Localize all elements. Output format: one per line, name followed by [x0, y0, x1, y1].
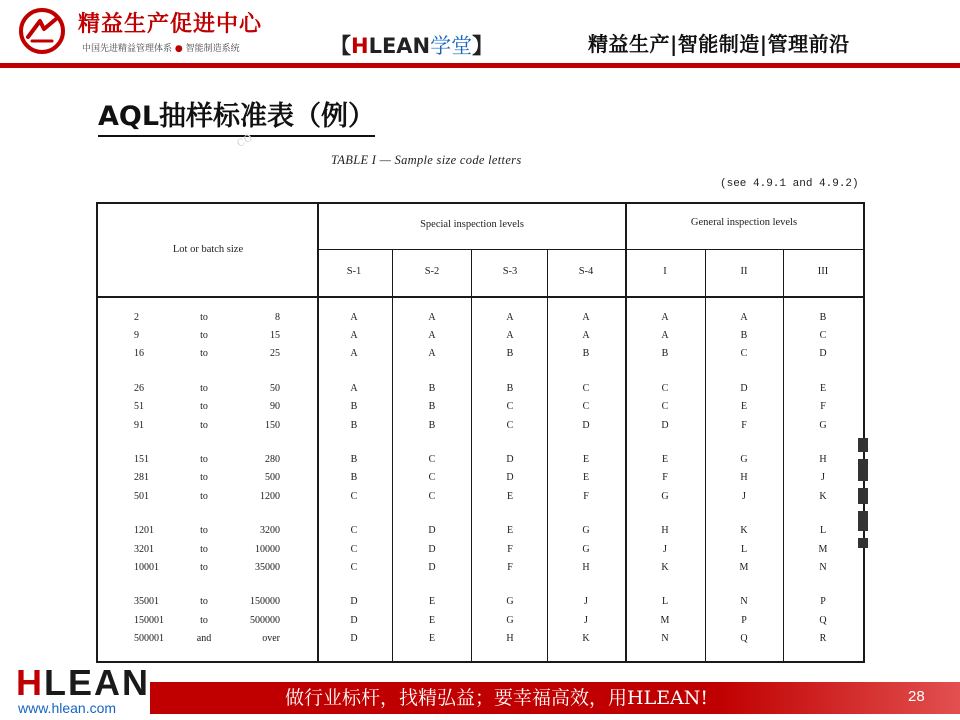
- code-letter-cell: G: [740, 454, 748, 466]
- sample-size-code-table: [96, 202, 865, 663]
- lot-size-to: 10000: [255, 543, 280, 555]
- code-letter-cell: A: [661, 312, 669, 323]
- level-column-header: S-4: [578, 266, 594, 277]
- lot-size-to: 1200: [260, 490, 280, 502]
- code-letter-cell: A: [428, 330, 436, 342]
- code-letter-cell: B: [582, 348, 590, 360]
- lot-size-from: 281: [134, 472, 149, 484]
- code-letter-cell: A: [582, 312, 590, 323]
- slide-header: [0, 0, 960, 70]
- logo-subtitle-dot-icon: ●: [174, 44, 183, 54]
- code-letter-cell: D: [428, 525, 436, 537]
- general-levels-header: General inspection levels: [690, 217, 798, 228]
- column-divider: [317, 202, 319, 663]
- code-letter-cell: J: [584, 614, 588, 626]
- brand-name: [330, 30, 493, 60]
- code-letter-cell: C: [506, 401, 514, 413]
- brand-h: H: [351, 34, 369, 58]
- code-letter-cell: D: [506, 454, 514, 466]
- code-letter-cell: E: [506, 490, 514, 502]
- lot-size-to: 50: [270, 383, 280, 395]
- code-letter-cell: L: [819, 525, 827, 537]
- code-letter-cell: B: [350, 401, 358, 413]
- code-letter-cell: M: [818, 543, 828, 555]
- code-letter-cell: D: [350, 596, 358, 608]
- code-letter-cell: G: [661, 490, 669, 502]
- code-letter-cell: J: [742, 490, 746, 502]
- lot-size-separator: to: [200, 348, 208, 360]
- code-letter-cell: A: [506, 312, 514, 323]
- code-letter-cell: D: [350, 632, 358, 644]
- code-letter-cell: B: [428, 419, 436, 431]
- brand-bracket-open: 【: [330, 34, 351, 58]
- code-letter-cell: F: [741, 419, 747, 431]
- header-tagline: 精益生产|智能制造|管理前沿: [588, 32, 850, 56]
- lot-size-to: 35000: [255, 561, 280, 573]
- code-letter-cell: G: [506, 614, 514, 626]
- lot-size-to: over: [262, 632, 280, 644]
- special-levels-header: Special inspection levels: [420, 219, 524, 230]
- code-letter-cell: K: [661, 561, 669, 573]
- lot-size-separator: to: [200, 614, 208, 626]
- code-letter-cell: F: [583, 490, 589, 502]
- table-reference: (see 4.9.1 and 4.9.2): [720, 178, 859, 190]
- code-letter-cell: F: [507, 561, 513, 573]
- lot-size-to: 15: [270, 330, 280, 342]
- code-letter-cell: A: [350, 348, 358, 360]
- code-letter-cell: D: [582, 419, 590, 431]
- code-letter-cell: C: [582, 401, 590, 413]
- lot-size-to: 90: [270, 401, 280, 413]
- code-letter-cell: B: [819, 312, 827, 323]
- lot-size-separator: to: [200, 454, 208, 466]
- code-letter-cell: E: [582, 472, 590, 484]
- code-letter-cell: D: [428, 543, 436, 555]
- lot-size-from: 9: [134, 330, 139, 342]
- code-letter-cell: B: [740, 330, 748, 342]
- code-letter-cell: C: [661, 383, 669, 395]
- code-letter-cell: K: [740, 525, 748, 537]
- code-letter-cell: A: [428, 348, 436, 360]
- code-letter-cell: D: [661, 419, 669, 431]
- column-divider: [705, 249, 706, 663]
- code-letter-cell: R: [819, 632, 827, 644]
- brand-cn: 学堂: [430, 34, 473, 58]
- code-letter-cell: B: [428, 383, 436, 395]
- table-border-left: [96, 202, 98, 663]
- code-letter-cell: B: [506, 383, 514, 395]
- table-border-right: [863, 202, 865, 663]
- code-letter-cell: D: [819, 348, 827, 360]
- code-letter-cell: G: [819, 419, 827, 431]
- brand-bracket-close: 】: [472, 34, 494, 58]
- lot-size-to: 280: [265, 454, 280, 466]
- code-letter-cell: C: [582, 383, 590, 395]
- lot-size-separator: to: [200, 561, 208, 573]
- brand-lean: LEAN: [368, 34, 431, 58]
- code-letter-cell: B: [350, 419, 358, 431]
- header-divider-bottom: [96, 296, 865, 298]
- code-letter-cell: G: [582, 543, 590, 555]
- footer-logo-h: H: [16, 662, 44, 703]
- code-letter-cell: H: [740, 472, 748, 484]
- lot-size-from: 51: [134, 401, 144, 413]
- code-letter-cell: C: [428, 472, 436, 484]
- code-letter-cell: A: [350, 312, 358, 323]
- logo-title: 精益生产促进中心: [78, 12, 263, 37]
- column-divider: [471, 249, 472, 663]
- lot-size-header: Lot or batch size: [172, 244, 244, 255]
- code-letter-cell: Q: [819, 614, 827, 626]
- lot-size-from: 35001: [134, 596, 159, 608]
- code-letter-cell: D: [506, 472, 514, 484]
- code-letter-cell: F: [507, 543, 513, 555]
- code-letter-cell: C: [506, 419, 514, 431]
- code-letter-cell: M: [660, 614, 670, 626]
- code-letter-cell: K: [819, 490, 827, 502]
- code-letter-cell: C: [350, 525, 358, 537]
- scan-edge-fragment: [856, 438, 870, 556]
- footer-url-link[interactable]: www.hlean.com: [18, 700, 117, 716]
- lot-size-separator: and: [196, 632, 212, 644]
- code-letter-cell: C: [661, 401, 669, 413]
- footer-logo: [16, 664, 150, 702]
- code-letter-cell: A: [740, 312, 748, 323]
- lot-size-from: 501: [134, 490, 149, 502]
- lot-size-separator: to: [200, 383, 208, 395]
- code-letter-cell: E: [740, 401, 748, 413]
- lot-size-separator: to: [200, 330, 208, 342]
- lot-size-from: 151: [134, 454, 149, 466]
- code-letter-cell: F: [820, 401, 826, 413]
- code-letter-cell: L: [740, 543, 748, 555]
- code-letter-cell: A: [350, 383, 358, 395]
- lot-size-separator: to: [200, 419, 208, 431]
- code-letter-cell: C: [740, 348, 748, 360]
- code-letter-cell: C: [350, 490, 358, 502]
- code-letter-cell: E: [428, 632, 436, 644]
- lot-size-to: 500000: [250, 614, 280, 626]
- code-letter-cell: B: [506, 348, 514, 360]
- lot-size-from: 2: [134, 312, 139, 323]
- column-divider: [625, 202, 627, 663]
- code-letter-cell: N: [819, 561, 827, 573]
- code-letter-cell: E: [582, 454, 590, 466]
- lot-size-separator: to: [200, 525, 208, 537]
- level-column-header: S-1: [346, 266, 362, 277]
- level-column-header: I: [663, 266, 667, 277]
- lot-size-from: 26: [134, 383, 144, 395]
- header-divider: [0, 63, 960, 68]
- code-letter-cell: M: [739, 561, 749, 573]
- lot-size-to: 25: [270, 348, 280, 360]
- code-letter-cell: E: [428, 614, 436, 626]
- code-letter-cell: B: [350, 454, 358, 466]
- logo-subtitle-left: 中国先进精益管理体系: [82, 44, 173, 54]
- code-letter-cell: J: [584, 596, 588, 608]
- code-letter-cell: J: [663, 543, 667, 555]
- table-border-bottom: [96, 661, 865, 663]
- code-letter-cell: H: [506, 632, 514, 644]
- code-letter-cell: A: [506, 330, 514, 342]
- lot-size-separator: to: [200, 596, 208, 608]
- code-letter-cell: G: [582, 525, 590, 537]
- lot-size-from: 91: [134, 419, 144, 431]
- lot-size-from: 1201: [134, 525, 154, 537]
- page-number: 28: [908, 688, 925, 705]
- code-letter-cell: C: [350, 561, 358, 573]
- footer-logo-lean: LEAN: [44, 662, 150, 703]
- logo-subtitle-right: 智能制造系统: [185, 44, 240, 54]
- code-letter-cell: E: [661, 454, 669, 466]
- level-column-header: S-3: [502, 266, 518, 277]
- lot-size-separator: to: [200, 472, 208, 484]
- code-letter-cell: H: [819, 454, 827, 466]
- code-letter-cell: P: [741, 614, 747, 626]
- lot-size-to: 150000: [250, 596, 280, 608]
- watermark: co: [233, 129, 256, 151]
- lot-size-to: 150: [265, 419, 280, 431]
- code-letter-cell: D: [350, 614, 358, 626]
- lot-size-separator: to: [200, 490, 208, 502]
- lot-size-to: 500: [265, 472, 280, 484]
- level-column-header: S-2: [424, 266, 440, 277]
- lot-size-from: 500001: [134, 632, 164, 644]
- level-column-header: II: [740, 266, 748, 277]
- column-divider: [783, 249, 784, 663]
- column-divider: [392, 249, 393, 663]
- code-letter-cell: J: [821, 472, 825, 484]
- hlean-logo-icon: [18, 7, 66, 55]
- code-letter-cell: A: [428, 312, 436, 323]
- code-letter-cell: N: [740, 596, 748, 608]
- code-letter-cell: A: [661, 330, 669, 342]
- code-letter-cell: B: [350, 472, 358, 484]
- code-letter-cell: H: [661, 525, 669, 537]
- code-letter-cell: B: [428, 401, 436, 413]
- lot-size-from: 10001: [134, 561, 159, 573]
- code-letter-cell: G: [506, 596, 514, 608]
- code-letter-cell: F: [662, 472, 668, 484]
- code-letter-cell: E: [819, 383, 827, 395]
- code-letter-cell: C: [428, 490, 436, 502]
- footer-slogan: 做行业标杆，找精弘益；要幸福高效，用HLEAN!: [285, 687, 709, 709]
- code-letter-cell: A: [582, 330, 590, 342]
- code-letter-cell: D: [428, 561, 436, 573]
- code-letter-cell: P: [820, 596, 826, 608]
- code-letter-cell: C: [428, 454, 436, 466]
- code-letter-cell: H: [582, 561, 590, 573]
- code-letter-cell: L: [661, 596, 669, 608]
- code-letter-cell: Q: [740, 632, 748, 644]
- lot-size-to: 8: [275, 312, 280, 323]
- code-letter-cell: E: [428, 596, 436, 608]
- code-letter-cell: N: [661, 632, 669, 644]
- table-border-top: [96, 202, 865, 204]
- code-letter-cell: K: [582, 632, 590, 644]
- level-column-header: III: [817, 266, 829, 277]
- lot-size-from: 16: [134, 348, 144, 360]
- lot-size-to: 3200: [260, 525, 280, 537]
- lot-size-from: 150001: [134, 614, 164, 626]
- code-letter-cell: E: [506, 525, 514, 537]
- column-divider: [547, 249, 548, 663]
- code-letter-cell: B: [661, 348, 669, 360]
- lot-size-separator: to: [200, 543, 208, 555]
- code-letter-cell: A: [350, 330, 358, 342]
- page-title: AQL抽样标准表（例）: [98, 100, 375, 137]
- code-letter-cell: C: [350, 543, 358, 555]
- lot-size-from: 3201: [134, 543, 154, 555]
- table-caption: TABLE I — Sample size code letters: [331, 153, 522, 167]
- code-letter-cell: C: [819, 330, 827, 342]
- lot-size-separator: to: [200, 401, 208, 413]
- lot-size-separator: to: [200, 312, 208, 323]
- header-divider-middle: [317, 249, 863, 250]
- logo-subtitle: [82, 41, 240, 54]
- code-letter-cell: D: [740, 383, 748, 395]
